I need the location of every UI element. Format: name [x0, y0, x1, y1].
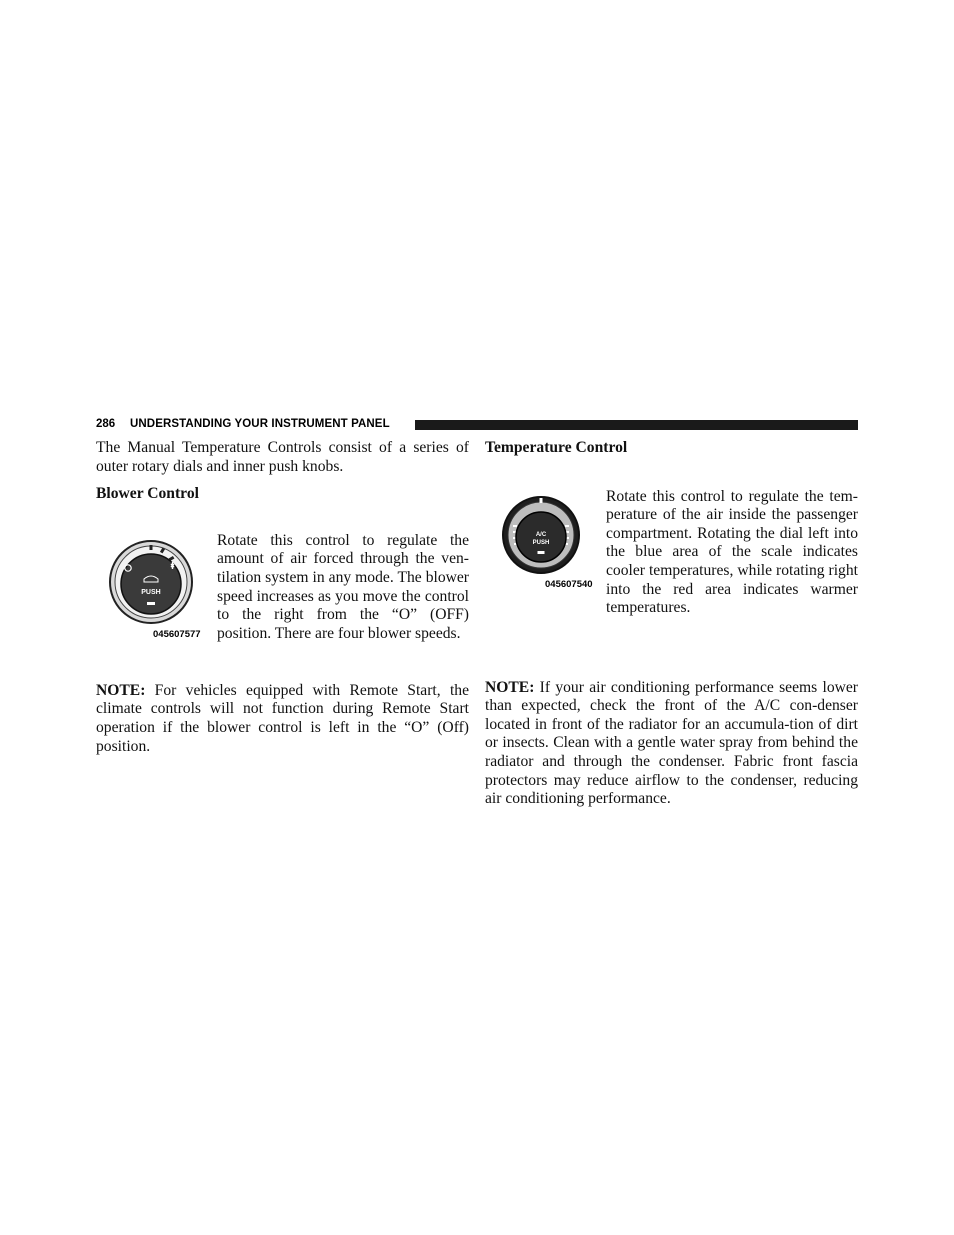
temperature-description: Rotate this control to regulate the tem-perature of the air inside the passenger compartment. Rotating the dial left into the blue area of the scale indicates cooler temperatures, while rotating right into the red area indicates warmer temperatures. [606, 487, 858, 617]
note-label: NOTE: [96, 681, 146, 699]
temperature-figure-row [485, 487, 858, 625]
temperature-figure-id: 045607540 [545, 578, 593, 590]
blower-figure-id: 045607577 [153, 628, 201, 640]
section-title: UNDERSTANDING YOUR INSTRUMENT PANEL [130, 418, 390, 430]
left-column [96, 439, 469, 756]
temperature-dial-figure [501, 495, 581, 575]
note-text: If your air conditioning performance seems lower than expected, check the front of the A/C con-denser located in front of the radiator for an accumula-tion of dirt or insects. Clean with a gentle water spray from behind the radiator and through the condenser. Fabric front fascia protectors may reduce airflow to the condenser, reducing air conditioning performance. [485, 678, 858, 808]
header-rule [415, 420, 858, 430]
right-column [485, 439, 858, 809]
intro-paragraph: The Manual Temperature Controls consist of a series of outer rotary dials and inner push knobs. [96, 439, 469, 475]
temperature-push-label: PUSH [532, 539, 550, 546]
note-label: NOTE: [485, 678, 535, 696]
blower-heading: Blower Control [96, 485, 199, 503]
note-text: For vehicles equipped with Remote Start, the climate controls will not function during Remote Start operation if the blower control is left in the “O” (Off) position. [96, 681, 469, 755]
blower-push-label: PUSH [141, 588, 161, 596]
page-number: 286 [96, 418, 116, 430]
blower-description: Rotate this control to regulate the amount of air forced through the ven-tilation system in any mode. The blower speed increases as you move the control to the right from the “O” (OFF) position. There are four blower speeds. [217, 531, 469, 642]
page-header [96, 417, 858, 433]
ac-label: A/C [535, 531, 547, 538]
temperature-heading: Temperature Control [485, 439, 628, 456]
blower-figure-row [96, 532, 469, 718]
blower-dial-figure [108, 539, 194, 625]
ac-performance-note [485, 679, 858, 809]
